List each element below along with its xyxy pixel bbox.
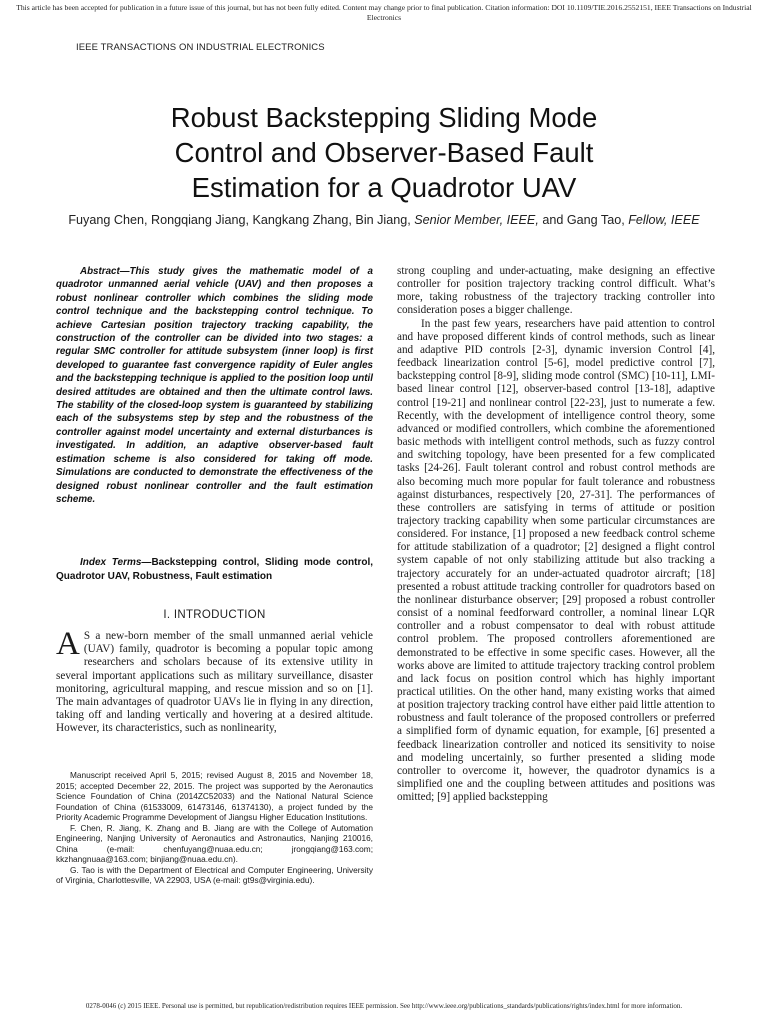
footnote: F. Chen, R. Jiang, K. Zhang and B. Jiang are with the College of Automation Engineering, Nanjing University of Aeronautics and Astronautics, Nanjing 210016, China (e-mail: chenfuyang@nuaa.edu.cn; jrongqiang@163.com; kkzhangnuaa@163.com; binjiang@nuaa.edu.cn). — [56, 822, 373, 864]
intro-text: S a new-born member of the small unmanned aerial vehicle (UAV) family, quadrotor is becoming a popular topic among researchers and scholars because of its extensive utility in several important applications such as military surveillance, disaster monitoring, agricultural mapping, and rescue mission and so on [1]. The main advantages of quadrotor UAVs lie in flying in any direction, taking off and landing vertically and hovering at a desired altitude. However, its characteristics, such as nonlinearity, — [56, 630, 373, 735]
abstract: Abstract—This study gives the mathematic model of a quadrotor unmanned aerial vehicle (UAV) and then proposes a robust nonlinear controller which combines the sliding mode control technique and the backstepping control technique. To achieve Cartesian position trajectory tracking capability, the construction of the controller can be divided into two stages: a regular SMC controller for attitude subsystem (inner loop) is first developed to guarantee fast convergence rapidity of Euler angles and the backstepping technique is applied to the position loop until desired attitudes are obtained and then the ultimate control laws. The stability of the closed-loop system is guaranteed by stabilizing each of the subsystems step by step and the robustness of the controller against model uncertainty and external disturbances is investigated. In addition, an adaptive observer-based fault estimation scheme is also considered for taking off mode. Simulations are conducted to demonstrate the effectiveness of the designed robust nonlinear controller and the fault estimation scheme. — [56, 266, 373, 505]
publication-notice: This article has been accepted for publication in a future issue of this journal, but has not been fully edited. Content may change prior to final publication. Citation information: DOI 10.1109/TIE.2016.2552151, IEEE Transactions on Industrial Electronics — [16, 3, 752, 22]
journal-name: IEEE TRANSACTIONS ON INDUSTRIAL ELECTRONICS — [76, 42, 325, 53]
intro-paragraph — [56, 626, 373, 736]
body-paragraph: In the past few years, researchers have paid attention to control and have proposed different kinds of control methods, such as linear and adaptive PID controls [2-3], dynamic inversion Control [4], feedback linearization control [5-6], model predictive control [7], backstepping control [8-9], sliding mode control (SMC) [10-11], LMI-based linear control [12], observer-based control [13-18], adaptive control [19-21] and nonlinear control [22-23], just to numerate a few. Recently, with the development of intelligence control theory, some advanced or modified controllers, which combine the aforementioned basic methods with intelligent control methods, such as fuzzy control and switching topology, have been presented for a few complicated tasks [24-26]. Fault tolerant control and robust control methods are also becoming much more popular for fault tolerance and robustness against disturbances, respectively [20, 27-31]. The performances of these controllers are satisfying in terms of attitude or position trajectory tracking capability when some particular circumstances are considered. For instance, [1] proposed a new feedback control scheme for attitude stabilization of a quadrotor; [2] designed a flight control system capable of not only stabilizing attitude but also tracking a trajectory accurately for an under-actuated quadrotor aircraft; [18] presented a robust attitude tracking controller for quadrotors based on the nonlinear disturbance observer; [29] proposed a robust controller consist of a nominal feedforward controller, a nominal linear LQR controller and a robust compensator to deal with robust attitude control problem. The proposed controllers aforementioned are demonstrated to be effective in some specific cases. However, all the works above are limited to attitude trajectory tracking control problem and lack focus on position control which has highly important practical utilities. On the other hand, many existing works that aimed at position trajectory tracking control have either paid little attention to robustness and fault tolerance of the proposed controllers or preferred a simplified form of dynamic equation, for example, [6] presented a feedback linearization controller and noticed its sensitivity to noise and modeling uncertainly, so further presented a sliding mode controller to overcome it, however, the quadrotor dynamics is a simplified one and the coupling between attitudes and positions was omitted; [9] applied backstepping — [397, 317, 715, 804]
title-line: Estimation for a Quadrotor UAV — [191, 172, 577, 203]
footnotes — [56, 770, 373, 886]
copyright-notice: 0278-0046 (c) 2015 IEEE. Personal use is permitted, but republication/redistribution requires IEEE permission. See http://www.ieee.org/publications_standards/publications/rights/index.html for more information. — [85, 1002, 683, 1010]
paper-title — [60, 100, 708, 205]
authors-names: Fuyang Chen, Rongqiang Jiang, Kangkang Zhang, Bin Jiang, — [68, 213, 415, 227]
section-heading: I. INTRODUCTION — [163, 609, 266, 621]
drop-cap: A — [56, 626, 80, 662]
index-terms — [56, 556, 373, 584]
title-line: Robust Backstepping Sliding Mode — [170, 102, 598, 133]
author-role: Senior Member, IEEE, — [414, 213, 539, 227]
authors-names: and Gang Tao, — [538, 213, 629, 227]
footnote: Manuscript received April 5, 2015; revised August 8, 2015 and November 18, 2015; accepted December 22, 2015. The project was supported by the Aeronautics Science Foundation of China (2014ZC52033) and the National Natural Science Foundation of China (61533009, 61473146, 61374130), a project funded by the Priority Academic Programme Development of Jiangsu Higher Education Institutions. — [56, 770, 373, 822]
right-column — [397, 265, 715, 804]
body-paragraph: strong coupling and under-actuating, make designing an effective controller for position trajectory tracking control difficult. What’s more, taking robustness of the trajectory tracking controller into consideration poses a bigger challenge. — [397, 265, 715, 317]
author-list — [60, 212, 708, 228]
index-terms-label: Index Terms— — [80, 557, 152, 568]
author-role: Fellow, IEEE — [628, 213, 700, 227]
footnote: G. Tao is with the Department of Electrical and Computer Engineering, University of Virginia, Charlottesville, VA 22903, USA (e-mail: gt9s@virginia.edu). — [56, 864, 373, 885]
index-terms-text: Backstepping control, Sliding mode control, Quadrotor UAV, Robustness, Fault estimation — [56, 557, 374, 582]
title-line: Control and Observer-Based Fault — [174, 137, 594, 168]
